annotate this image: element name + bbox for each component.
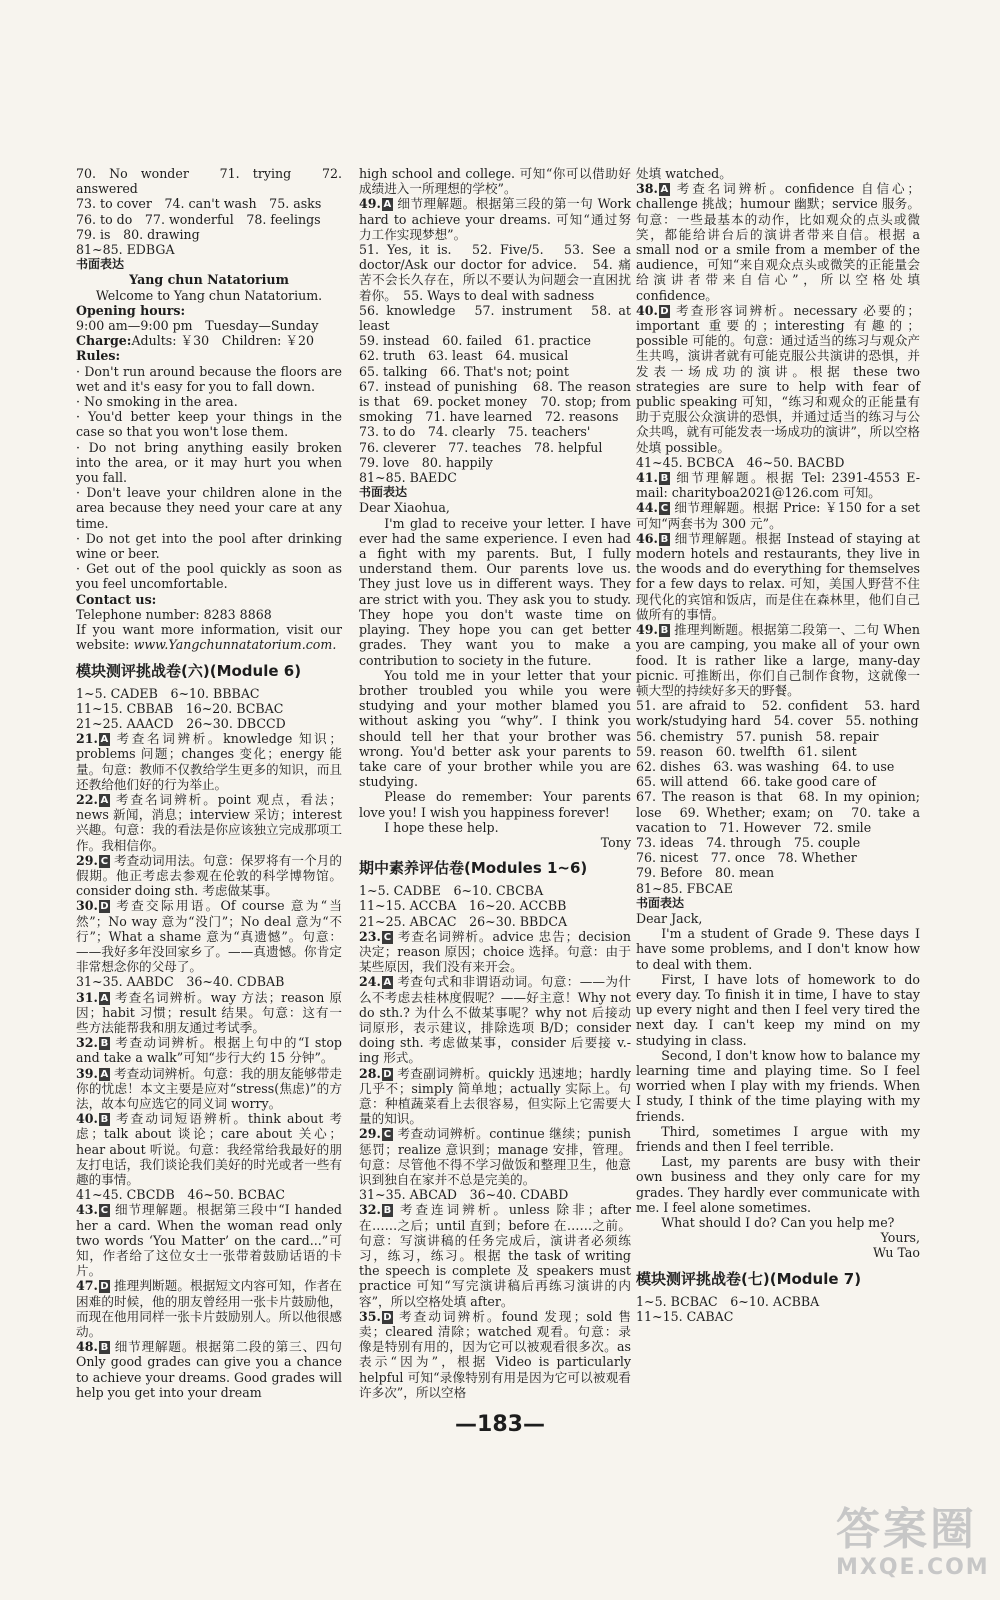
watermark-url: MXQE.COM [836,1555,990,1580]
question-number: 29. [76,852,98,868]
answer-letter-badge: C [100,855,109,867]
answer-line: 73. to cover 74. can't wash 75. asks [76,196,322,212]
answer-explanation [76,974,342,989]
explanation-text: 考查名词辨析。way 方法；reason 原因；habit 习惯；result 结果。句意：这有一些方法能帮我和朋友通过考试季。 [76,989,342,1035]
charge-label: Charge: [76,333,132,349]
answer-explanation [636,455,920,470]
answer-letter-badge: B [100,1114,109,1126]
answer-letter-badge: B [660,625,669,637]
question-number: 35. [359,1308,381,1324]
question-number: 22. [76,791,98,807]
question-number: 41. [636,470,658,486]
answer-line: 59. reason 60. twelfth 61. silent [636,743,857,759]
answer-line: 11~15. CBBAB 16~20. BCBAC [76,700,284,716]
answer-letter-badge: C [383,1129,392,1141]
answer-line: 1~5. CADEB 6~10. BBBAC [76,685,260,701]
answer-letter-badge: A [100,734,109,746]
letter-paragraph: You told me in your letter that your brother troubled you while you were studying and your mother blamed you without asking you “why”. I think you should tell her that your brother was wrong. You'd better ask your parents to take care of your brother while you are studying. [359,667,636,790]
question-number: 48. [76,1339,98,1355]
opening-text: 9:00 am—9:00 pm Tuesday—Sunday [76,318,319,334]
page-number: —183— [455,1412,545,1437]
explanation-text: 细节理解题。根据 Price: ￥150 for a set 可知“两套书为 300 元”。 [636,500,925,531]
answer-explanation [76,731,342,792]
letter-greeting: Dear Jack, [636,910,703,926]
answer-explanation [76,1035,347,1066]
answer-line: 处填 watched。 [636,166,732,181]
explanation-text: 考查名词辨析。advice 忠告；decision 决定；reason 原因；choice 选择。句意：由于某些原因，我们没有来开会。 [359,928,636,975]
answer-line: 73. ideas 74. through 75. couple [636,834,861,850]
letter-paragraph: Last, my parents are busy with their own business and they only care for my grades. They hardly ever communicate with me. I feel alone sometimes. [636,1154,925,1215]
answer-line: 79. Before 80. mean [636,865,775,881]
letter-paragraph: Second, I don't know how to balance my learning time and playing time. So I feel worried when I play with my friends. When I study, I think of the time playing with my friends. [636,1047,925,1124]
answer-line: 62. dishes 63. was washing 64. to use [636,758,895,774]
question-number: 30. [76,898,98,914]
explanation-text: 考查副词辨析。quickly 迅速地；hardly 几乎不；simply 简单地；actually 实际上。句意：种植蔬菜看上去很容易，但实际上它需要大量的知识。 [359,1065,636,1127]
explanation-text: 考查动词辨析。continue 继续；punish 惩罚；realize 意识到；manage 安排，管理。句意：尽管他不得不学习做饭和整理卫生，他意识到独自在家并不总是完美的。 [359,1126,636,1187]
explanation-text: 推理判断题。根据短文内容可知，作者在困难的时候，他的朋友曾经用一张卡片鼓励他，而现在他用同样一张卡片鼓励别人。所以他很感动。 [76,1278,342,1340]
answer-line: 70. No wonder 71. trying 72. answered [76,166,347,197]
contact-phone: Telephone number: 8283 8868 [76,606,272,622]
answer-line: 11~15. CABAC [636,1308,734,1324]
question-number: 21. [76,731,98,747]
contact-label: Contact us: [76,591,157,607]
answer-line: high school and college. 可知“你可以借助好成绩进入一所理想的学校”。 [359,166,631,197]
answer-line: 1~5. BCBAC 6~10. ACBBA [636,1293,820,1309]
writing-heading: 书面表达 [76,257,125,272]
answer-line: 56. knowledge 57. instrument 58. at least [359,302,636,334]
question-number: 40. [76,1111,98,1127]
answer-letter-badge: C [100,1205,109,1217]
charge-text: Adults: ￥30 Children: ￥20 [131,333,315,349]
question-number: 23. [359,928,381,944]
answer-letter-badge: A [383,977,392,989]
answer-explanation [76,1187,342,1202]
answer-line: 65. will attend 66. take good care of [636,774,877,790]
notice-title: Yang chun Natatorium [129,272,289,288]
charge-line [76,333,342,348]
answer-explanation [76,1339,347,1400]
section-title: 模块测评挑战卷(七)(Module 7) [636,1269,862,1288]
answer-line: 76. to do 77. wonderful 78. feelings [76,211,321,227]
letter-greeting: Dear Xiaohua, [359,500,450,516]
watermark-title: 答案圈 [836,1504,977,1555]
answer-line: 81~85. FBCAE [636,880,733,896]
answer-explanation [359,1202,636,1309]
rules-label: Rules: [76,348,121,364]
question-number: 49. [359,196,381,212]
answer-line: 59. instead 60. failed 61. practice [359,333,591,349]
watermark-logo [836,1504,990,1597]
answer-line: 67. The reason is that 68. In my opinion; lose 69. Whether; exam; on 70. take a vacation to 71. However 72. smile [636,789,925,835]
answer-explanation [76,990,342,1036]
answer-letter-badge: A [100,794,109,806]
answer-letter-badge: B [100,1342,109,1354]
explanation-text: 41~45. CBCDB 46~50. BCBAC [76,1187,286,1203]
writing-heading: 书面表达 [359,485,408,500]
answer-explanation [636,622,925,698]
answer-letter-badge: A [660,184,669,196]
notice-welcome: Welcome to Yang chun Natatorium. [95,287,323,303]
answer-letter-badge: D [100,1281,109,1293]
answer-letter-badge: D [383,1068,392,1080]
answer-explanation [359,974,636,1066]
letter-paragraph: I'm glad to receive your letter. I have ever had the same experience. I even had a fight with my parents. But, I fully understand them. Our parents love us. They just love us in different ways. They are strict with you. They ask you to study. They hope you don't waste time on playing. They hope you can get better grades. They want you to make a contribution to society in the future. [359,515,636,668]
letter-signature: Tony [600,834,631,850]
contact-website: www.Yangchunnatatorium.com. [133,637,337,653]
explanation-text: 41~45. BCBCA 46~50. BACBD [636,454,845,470]
answer-letter-badge: A [100,992,109,1004]
letter-signature: Wu Tao [872,1245,920,1261]
contact-info [76,622,347,653]
letter-closing: Yours, [880,1230,920,1246]
explanation-text: 考查名词辨析。confidence 自信心；challenge 挑战；humour 幽默；service 服务。句意：一些最基本的动作，比如观众的点头或微笑，都能给讲台后的演讲者带来自信。根据 a small nod or a smile from a member of the audience，可知“来自观众点头或微笑的正能量会给演讲者带来自信心”，所以空格处填 confidence。 [636,181,925,303]
question-number: 32. [359,1202,381,1218]
rule-item: · Do not bring anything easily broken into the area, or it may hurt you when you fall. [76,439,347,486]
answer-explanation [76,1066,342,1112]
answer-letter-badge: C [383,931,392,943]
column-left [76,166,347,1400]
answer-explanation [359,1065,636,1127]
explanation-text: 31~35. AABDC 36~40. CDBAB [76,974,285,990]
answer-line: 21~25. ABCAC 26~30. BBDCA [359,913,568,929]
rule-item: · Get out of the pool quickly as soon as you feel uncomfortable. [76,561,347,592]
rule-item: · You'd better keep your things in the case so that you won't lose them. [76,409,347,440]
answer-line: 51. Yes, it is. 52. Five/5. 53. See a doctor/Ask our doctor for advice. 54. 痛苦不会长久存在，所以不要认为问题会一直困扰着你。 55. Ways to deal with sadness [359,242,636,303]
rule-item: · Don't run around because the floors are wet and it's easy for you to fall down. [76,363,347,394]
answer-line: 79. love 80. happily [359,454,493,470]
answer-explanation [76,1278,342,1339]
answer-line: 21~25. AAACD 26~30. DBCCD [76,715,286,731]
letter-paragraph: What should I do? Can you help me? [661,1215,895,1231]
explanation-text: 细节理解题。根据 Tel: 2391-4553 E-mail: charityboa2021@126.com 可知。 [636,470,920,501]
explanation-text: 细节理解题。根据第二段的第三、四句 Only good grades can give you a chance to achieve your dreams. Good grades will help you get into your dream [76,1339,347,1400]
answer-letter-badge: B [660,533,669,545]
explanation-text: 细节理解题。根据第三段的第一句 Work hard to achieve your dreams. 可知“通过努力工作实现梦想”。 [359,196,636,242]
explanation-text: 考查动词用法。句意：保罗将有一个月的假期。他正考虑去参观在伦敦的科学博物馆。consider doing sth. 考虑做某事。 [76,852,342,899]
section-title: 期中素养评估卷(Modules 1~6) [359,859,588,878]
answer-explanation [359,1187,631,1202]
answer-line: 62. truth 63. least 64. musical [359,348,569,364]
answer-line: 56. chemistry 57. punish 58. repair [636,728,879,744]
question-number: 39. [76,1065,98,1081]
answer-explanation [76,1202,347,1279]
answer-explanation [636,181,925,303]
answer-explanation [76,853,342,899]
answer-line: 81~85. BAEDC [359,470,457,486]
explanation-text: 考查句式和非谓语动词。句意：——为什么不考虑去桂林度假呢？——好主意！Why not do sth.? 为什么不做某事呢？why not 后接动词原形，表示建议，排除选项 B/D；consider doing sth. 考虑做某事，consider 后要接 v.-ing 形式。 [359,974,636,1066]
section-title: 模块测评挑战卷(六)(Module 6) [76,661,302,680]
explanation-text: 细节理解题。根据第三段中“I handed her a card. When the woman read only two words ‘You Matter’ on the card...”可知，作者给了这位女士一张带着鼓励话语的卡片。 [76,1202,347,1279]
answer-explanation [359,196,636,242]
answer-explanation [636,530,925,622]
question-number: 24. [359,974,381,990]
question-number: 32. [76,1035,98,1051]
answer-letter-badge: D [383,1311,392,1323]
explanation-text: 考查形容词辨析。necessary 必要的；important 重要的；interesting 有趣的；possible 可能的。句意：通过适当的练习与观众产生共鸣，演讲者就有可能克服公共演讲的恐惧，并发表一场成功的演讲。根据 these two strategies are sure to help with fear of public speaking 可知，“练习和观众的正能量有助于克服公众演讲的恐惧，并通过适当的练习与公众共鸣，就有可能发表一场成功的演讲”，所以空格处填 possible。 [636,302,925,455]
question-number: 47. [76,1278,98,1294]
answer-letter-badge: B [383,1205,392,1217]
question-number: 40. [636,302,658,318]
explanation-text: 细节理解题。根据 Instead of staying at modern hotels and restaurants, they live in the woods and do everything for themselves for a few days to relax. 可知，美国人野营不住现代化的宾馆和饭店，而是住在森林里，他们自己做所有的事情。 [636,530,925,622]
answer-letter-badge: C [660,503,669,515]
answer-explanation [359,1308,636,1400]
letter-paragraph: I hope these help. [384,819,499,835]
rule-item: · No smoking in the area. [76,394,238,410]
answer-explanation [636,500,925,531]
letter-paragraph: First, I have lots of homework to do every day. To finish it in time, I have to stay up every night and then I feel very tired the next day. I can't keep my mind on my studying in class. [636,971,925,1048]
explanation-text: 考查名词辨析。point 观点，看法；news 新闻，消息；interview 采访；interest 兴趣。句意：我的看法是你应该独立完成那项工作。我相信你。 [76,791,347,853]
explanation-text: 考查动词辨析。句意：我的朋友能够带走你的忧虑！本文主要是应对“stress(焦虑)”的方法，故本句应选它的同义词 worry。 [76,1065,342,1111]
explanation-text: 考查名词辨析。knowledge 知识；problems 问题；changes 变化；energy 能量。句意：教师不仅教给学生更多的知识，而且还教给他们好的行为举止。 [76,731,342,792]
answer-letter-badge: A [100,1068,109,1080]
question-number: 49. [636,622,658,638]
answer-line: 51. are afraid to 52. confident 53. hard work/studying hard 54. cover 55. nothing [636,698,925,729]
answer-letter-badge: B [100,1038,109,1050]
question-number: 38. [636,181,658,197]
answer-explanation [76,898,342,974]
answer-explanation [636,470,920,500]
answer-explanation [76,791,347,853]
answer-line: 65. talking 66. That's not; point [359,363,569,379]
question-number: 31. [76,989,98,1005]
letter-paragraph: Third, sometimes I argue with my friends and then I feel terrible. [636,1123,925,1154]
explanation-text: 考查交际用语。Of course 意为“当然”；No way 意为“没门”；No deal 意为“不行”；What a shame 意为“真遗憾”。句意：——我好多年没回家乡了。——真遗憾。你肯定非常想念你的父母了。 [76,898,342,975]
question-number: 46. [636,530,658,546]
answer-letter-badge: D [660,305,669,317]
writing-heading: 书面表达 [636,895,685,910]
letter-paragraph: Please do remember: Your parents love you! I wish you happiness forever! [359,789,636,820]
answer-line: 81~85. EDBGA [76,242,175,258]
explanation-text: 考查动词辨析。found 发现；sold 售卖；cleared 清除；watched 观看。句意：录像是特别有用的，因为它可以被观看很多次。as 表示“因为”，根据 Video is particularly helpful 可知“录像特别有用是因为它可以被观看许多次”，所以空格 [359,1308,636,1400]
answer-explanation [359,928,636,975]
answer-explanation [359,1126,636,1187]
answer-line: 1~5. CADBE 6~10. CBCBA [359,883,544,899]
explanation-text: 考查动词辨析。根据上句中的“I stop and take a walk”可知“步行大约 15 分钟”。 [76,1035,347,1066]
answer-line: 76. cleverer 77. teaches 78. helpful [359,439,603,455]
question-number: 29. [359,1126,381,1142]
question-number: 43. [76,1202,98,1218]
explanation-text: 推理判断题。根据第二段第一、二句 When you are camping, you make all of your own food. It is rather like a large, many-day picnic. 可推断出，你们自己制作食物，这就像一顿大型的持续好多天的野餐。 [636,622,925,698]
answer-line: 79. is 80. drawing [76,226,200,242]
answer-line: 11~15. ACCBA 16~20. ACCBB [359,898,567,914]
contact-more: If you want more information, visit our website: [76,622,347,653]
answer-line: 67. instead of punishing 68. The reason is that 69. pocket money 70. stop; from smoking 71. have learned 72. reasons [359,378,636,425]
answer-letter-badge: B [660,473,669,485]
column-right [636,166,925,1324]
answer-letter-badge: D [100,901,109,913]
letter-paragraph: I'm a student of Grade 9. These days I have some problems, and I don't know how to deal with them. [636,926,925,972]
question-number: 28. [359,1065,381,1081]
answer-explanation [636,302,925,455]
opening-label: Opening hours: [76,302,186,318]
column-middle [359,166,636,1400]
rule-item: · Don't leave your children alone in the area because they need your care at any time. [76,485,347,531]
rule-item: · Do not get into the pool after drinking wine or beer. [76,530,347,562]
answer-explanation [76,1111,342,1187]
answer-line: 76. nicest 77. once 78. Whether [636,850,857,866]
explanation-text: 考查连词辨析。unless 除非；after 在……之后；until 直到；before 在……之前。句意：写演讲稿的任务完成后，演讲者必须练习，练习，练习。根据 the task of writing the speech is complete 及 speakers must practice 可知“写完演讲稿后再练习演讲的内容”，所以空格处填 after。 [359,1202,636,1309]
explanation-text: 31~35. ABCAD 36~40. CDABD [359,1187,569,1203]
explanation-text: 考查动词短语辨析。think about 考虑；talk about 谈论；care about 关心；hear about 听说。句意：我经常给我最好的朋友打电话，我们谈论我们美好的时光或者一些有趣的事情。 [76,1111,342,1187]
answer-letter-badge: A [383,199,392,211]
question-number: 44. [636,500,658,516]
answer-line: 73. to do 74. clearly 75. teachers' [359,424,591,440]
